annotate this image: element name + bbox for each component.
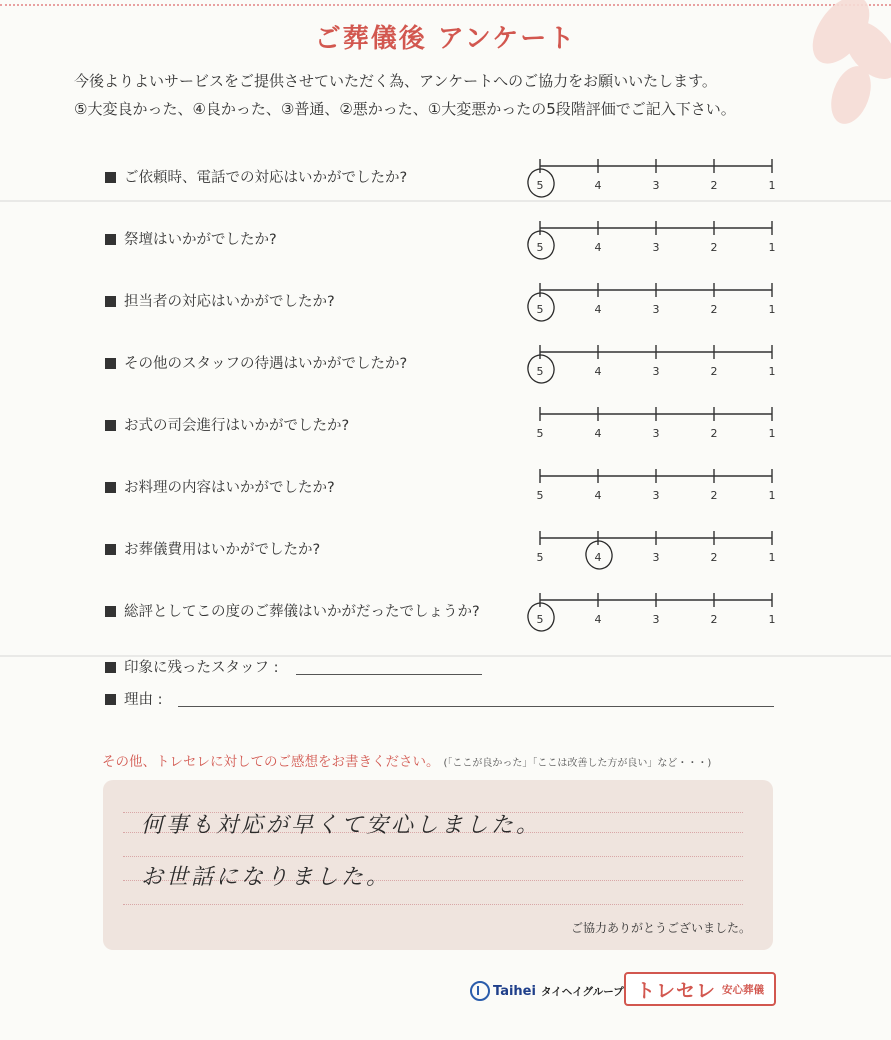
scale-option-2[interactable]: 2 bbox=[710, 427, 718, 440]
trecere-sub: 安心葬儀 bbox=[722, 983, 764, 996]
scale-option-3[interactable]: 3 bbox=[652, 427, 660, 440]
rating-scale[interactable] bbox=[525, 590, 785, 635]
rating-scale[interactable] bbox=[525, 404, 785, 449]
comment-line-1: 何事も対応が早くて安心しました。 bbox=[141, 813, 542, 838]
scale-option-4[interactable]: 4 bbox=[594, 241, 602, 254]
scale-option-1[interactable]: 1 bbox=[768, 551, 776, 564]
top-dotted-border bbox=[0, 4, 891, 6]
scale-option-5[interactable]: 5 bbox=[536, 365, 544, 378]
scale-option-2[interactable]: 2 bbox=[710, 551, 718, 564]
scale-option-1[interactable]: 1 bbox=[768, 613, 776, 626]
taihei-mark-icon bbox=[470, 981, 490, 1001]
scale-option-4[interactable]: 4 bbox=[594, 613, 602, 626]
taihei-logo bbox=[470, 980, 624, 1002]
scale-option-4[interactable]: 4 bbox=[594, 551, 602, 564]
scale-option-1[interactable]: 1 bbox=[768, 365, 776, 378]
scale-option-4[interactable]: 4 bbox=[594, 303, 602, 316]
intro-line-2: ⑤大変良かった、④良かった、③普通、②悪かった、①大変悪かったの5段階評価でご記入下さい。 bbox=[74, 100, 736, 118]
reason-field-label: 理由 : bbox=[105, 688, 163, 709]
comment-prompt-text: その他、トレセレに対してのご感想をお書きください。 bbox=[102, 754, 440, 770]
scale-option-5[interactable]: 5 bbox=[536, 303, 544, 316]
scale-option-1[interactable]: 1 bbox=[768, 179, 776, 192]
question-label: 総評としてこの度のご葬儀はいかがだったでしょうか? bbox=[105, 600, 480, 621]
question-label: 担当者の対応はいかがでしたか? bbox=[105, 290, 335, 311]
scale-option-2[interactable]: 2 bbox=[710, 489, 718, 502]
rating-scale[interactable] bbox=[525, 280, 785, 325]
scale-option-3[interactable]: 3 bbox=[652, 365, 660, 378]
scale-option-5[interactable]: 5 bbox=[536, 551, 544, 564]
taihei-name: Taihei bbox=[493, 983, 536, 999]
thanks-note: ご協力ありがとうございました。 bbox=[570, 921, 751, 935]
scale-option-3[interactable]: 3 bbox=[652, 489, 660, 502]
trecere-name: トレセレ bbox=[635, 979, 716, 1002]
scale-option-5[interactable]: 5 bbox=[536, 613, 544, 626]
scale-option-5[interactable]: 5 bbox=[536, 489, 544, 502]
comment-rule bbox=[123, 904, 743, 905]
scale-option-3[interactable]: 3 bbox=[652, 613, 660, 626]
scale-option-1[interactable]: 1 bbox=[768, 427, 776, 440]
question-label: 祭壇はいかがでしたか? bbox=[105, 228, 277, 249]
scale-option-3[interactable]: 3 bbox=[652, 551, 660, 564]
scale-option-2[interactable]: 2 bbox=[710, 179, 718, 192]
comment-line-2: お世話になりました。 bbox=[141, 865, 392, 890]
rating-scale[interactable] bbox=[525, 342, 785, 387]
comment-prompt bbox=[102, 750, 711, 770]
scale-option-1[interactable]: 1 bbox=[768, 303, 776, 316]
scale-option-2[interactable]: 2 bbox=[710, 303, 718, 316]
trecere-logo bbox=[624, 972, 776, 1006]
scale-option-5[interactable]: 5 bbox=[536, 427, 544, 440]
scale-option-1[interactable]: 1 bbox=[768, 241, 776, 254]
scale-option-4[interactable]: 4 bbox=[594, 179, 602, 192]
question-label: お葬儀費用はいかがでしたか? bbox=[105, 538, 320, 559]
scale-option-4[interactable]: 4 bbox=[594, 427, 602, 440]
rating-scale[interactable] bbox=[525, 218, 785, 263]
comment-box[interactable] bbox=[103, 780, 773, 950]
page-title: ご葬儀後 アンケート bbox=[314, 24, 577, 54]
scale-option-2[interactable]: 2 bbox=[710, 365, 718, 378]
rating-scale[interactable] bbox=[525, 466, 785, 511]
scale-option-2[interactable]: 2 bbox=[710, 241, 718, 254]
question-label: ご依頼時、電話での対応はいかがでしたか? bbox=[105, 166, 407, 187]
question-label: お式の司会進行はいかがでしたか? bbox=[105, 414, 349, 435]
question-label: その他のスタッフの待遇はいかがでしたか? bbox=[105, 352, 407, 373]
scale-option-4[interactable]: 4 bbox=[594, 489, 602, 502]
comment-rule bbox=[123, 856, 743, 857]
scale-option-3[interactable]: 3 bbox=[652, 303, 660, 316]
comment-prompt-example: (「ここが良かった」「ここは改善した方が良い」など・・・) bbox=[443, 758, 712, 769]
question-label: お料理の内容はいかがでしたか? bbox=[105, 476, 335, 497]
scale-option-3[interactable]: 3 bbox=[652, 179, 660, 192]
scale-option-4[interactable]: 4 bbox=[594, 365, 602, 378]
scale-option-5[interactable]: 5 bbox=[536, 179, 544, 192]
rating-scale[interactable] bbox=[525, 528, 785, 573]
staff-field-label: 印象に残ったスタッフ : bbox=[105, 656, 279, 677]
intro-line-1: 今後よりよいサービスをご提供させていただく為、アンケートへのご協力をお願いいたします。 bbox=[74, 72, 717, 90]
staff-field-input[interactable] bbox=[296, 674, 482, 675]
reason-field-input[interactable] bbox=[178, 706, 774, 707]
taihei-group: タイヘイグループ bbox=[540, 985, 624, 998]
scale-option-1[interactable]: 1 bbox=[768, 489, 776, 502]
scale-option-2[interactable]: 2 bbox=[710, 613, 718, 626]
rating-scale[interactable] bbox=[525, 156, 785, 201]
scale-option-5[interactable]: 5 bbox=[536, 241, 544, 254]
scale-option-3[interactable]: 3 bbox=[652, 241, 660, 254]
